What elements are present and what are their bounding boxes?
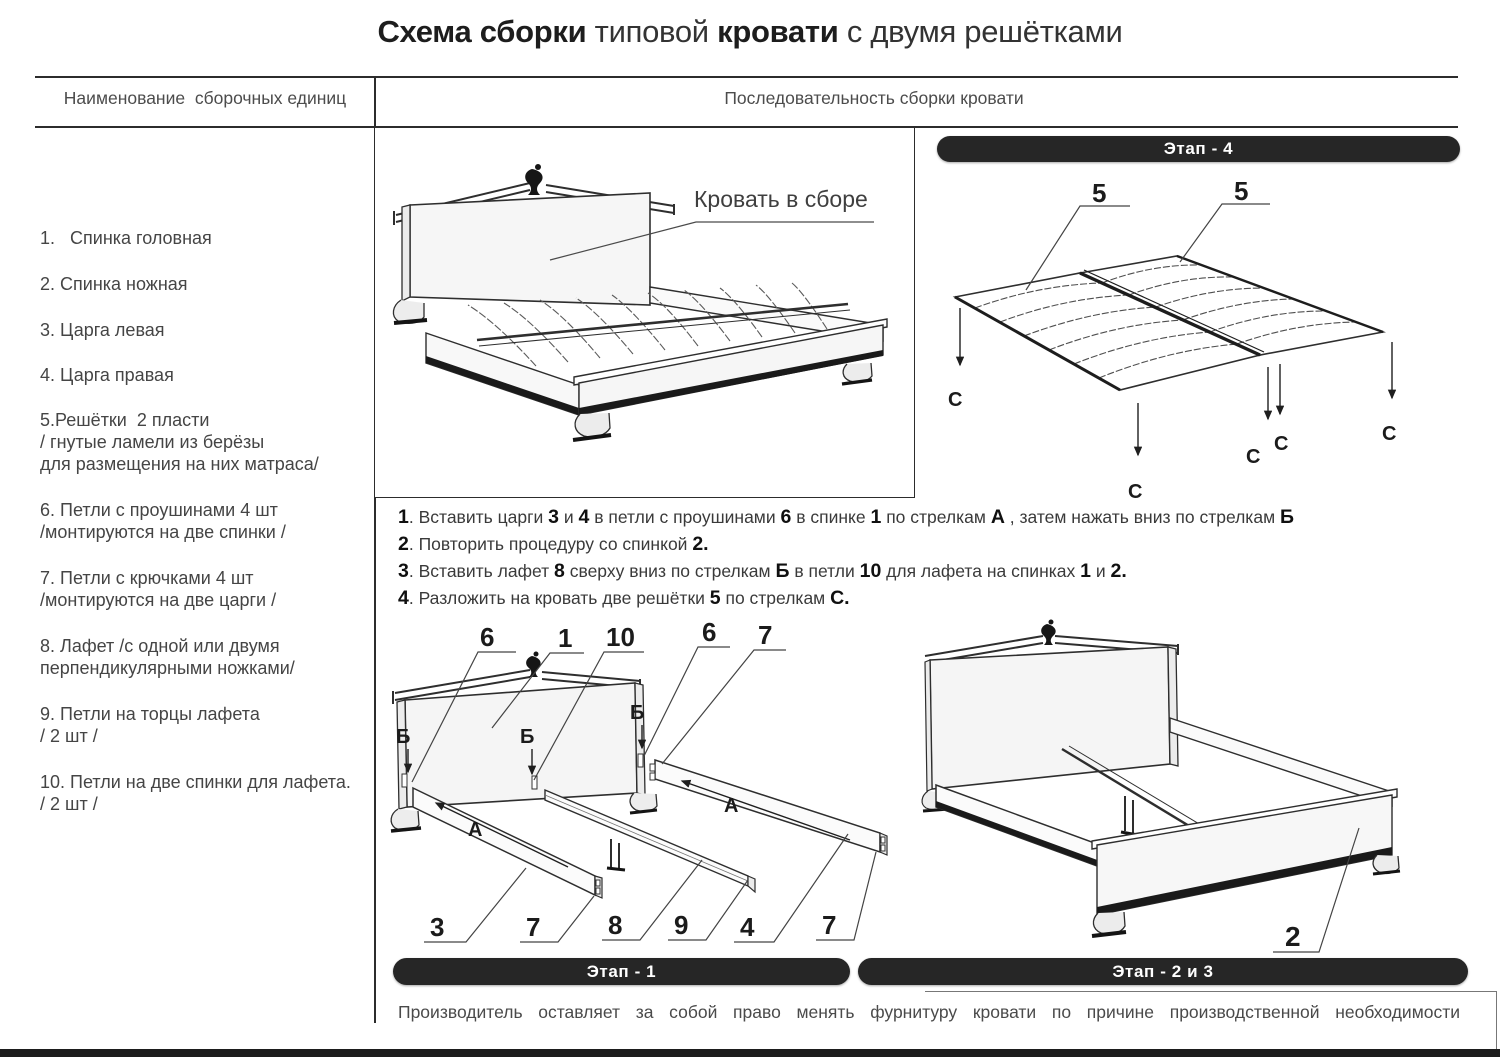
page-title: Схема сборки типовой кровати с двумя решётками	[377, 14, 1123, 49]
instruction-step-3: 3. Вставить лафет 8 сверху вниз по стрелкам Б в петли 10 для лафета на спинках 1 и 2.	[398, 560, 1127, 582]
parts-list-item-9: 9. Петли на торцы лафета / 2 шт /	[40, 704, 260, 746]
arrow-label-c: С	[1274, 433, 1289, 455]
instruction-step-4: 4. Разложить на кровать две решётки 5 по стрелкам С.	[398, 587, 850, 609]
parts-list-item-10: 10. Петли на две спинки для лафета. / 2 шт /	[40, 772, 351, 814]
callout-7: 7	[822, 910, 837, 940]
callout-5: 5	[1234, 176, 1249, 206]
arrow-label-b: Б	[520, 726, 535, 748]
callout-5: 5	[1092, 178, 1107, 208]
parts-list-item-2: 2. Спинка ножная	[40, 274, 188, 294]
arrow-label-b: Б	[396, 726, 411, 748]
instruction-step-1: 1. Вставить царги 3 и 4 в петли с проушинами 6 в спинке 1 по стрелкам А , затем нажать вниз по стрелкам Б	[398, 506, 1294, 528]
callout-7: 7	[526, 912, 541, 942]
stage-2-3-drawing	[925, 616, 1497, 956]
parts-list-item-3: 3. Царга левая	[40, 320, 165, 340]
callout-4: 4	[740, 912, 755, 942]
callout-1: 1	[558, 623, 573, 653]
callout-9: 9	[674, 910, 689, 940]
arrow-label-c: С	[1246, 446, 1261, 468]
right-edge-rule	[1496, 991, 1497, 1050]
parts-list-item-4: 4. Царга правая	[40, 365, 174, 385]
stage-4-banner: Этап - 4	[937, 136, 1460, 162]
instruction-step-2: 2. Повторить процедуру со спинкой 2.	[398, 533, 709, 555]
callout-8: 8	[608, 910, 623, 940]
rule-under-title	[35, 76, 1458, 78]
arrow-label-b: Б	[630, 702, 645, 724]
parts-list-item-5: 5.Решётки 2 пласти / гнутые ламели из берёзы для размещения на них матраса/	[40, 410, 319, 474]
manufacturer-disclaimer: Производитель оставляет за собой право менять фурнитуру кровати по причине производственной необходимости	[398, 1002, 1460, 1022]
arrow-label-a: А	[724, 795, 739, 817]
parts-list-item-8: 8. Лафет /с одной или двумя перпендикулярными ножками/	[40, 636, 295, 678]
stage-1-banner: Этап - 1	[393, 958, 850, 985]
sequence-column-header: Последовательность сборки кровати	[724, 88, 1024, 108]
arrow-label-a: А	[468, 819, 483, 841]
bottom-border-bar	[0, 1049, 1500, 1057]
callout-6: 6	[480, 622, 495, 652]
stage-2-3-bottom-rule	[925, 991, 1497, 992]
stage-2-3-banner: Этап - 2 и 3	[858, 958, 1468, 985]
assembled-bed-drawing	[374, 127, 915, 498]
assembly-instructions	[398, 504, 1470, 612]
callout-3: 3	[430, 912, 445, 942]
stage-4-drawing	[940, 166, 1497, 502]
parts-list-item-1: 1. Спинка головная	[40, 228, 212, 248]
callout-6: 6	[702, 617, 717, 647]
callout-2: 2	[1285, 921, 1301, 952]
arrow-label-c: С	[948, 389, 963, 411]
callout-7: 7	[758, 620, 773, 650]
arrow-label-c: С	[1128, 481, 1143, 503]
assembled-bed-label: Кровать в сборе	[694, 186, 868, 212]
stage-1-drawing	[382, 616, 925, 956]
arrow-label-c: С	[1382, 423, 1397, 445]
parts-column-header: Наименование сборочных единиц	[63, 88, 347, 108]
ornament-icon	[1041, 624, 1056, 645]
parts-list-item-7: 7. Петли с крючками 4 шт /монтируются на две царги /	[40, 568, 277, 610]
callout-10: 10	[606, 622, 635, 652]
parts-list-item-6: 6. Петли с проушинами 4 шт /монтируются на две спинки /	[40, 500, 286, 542]
